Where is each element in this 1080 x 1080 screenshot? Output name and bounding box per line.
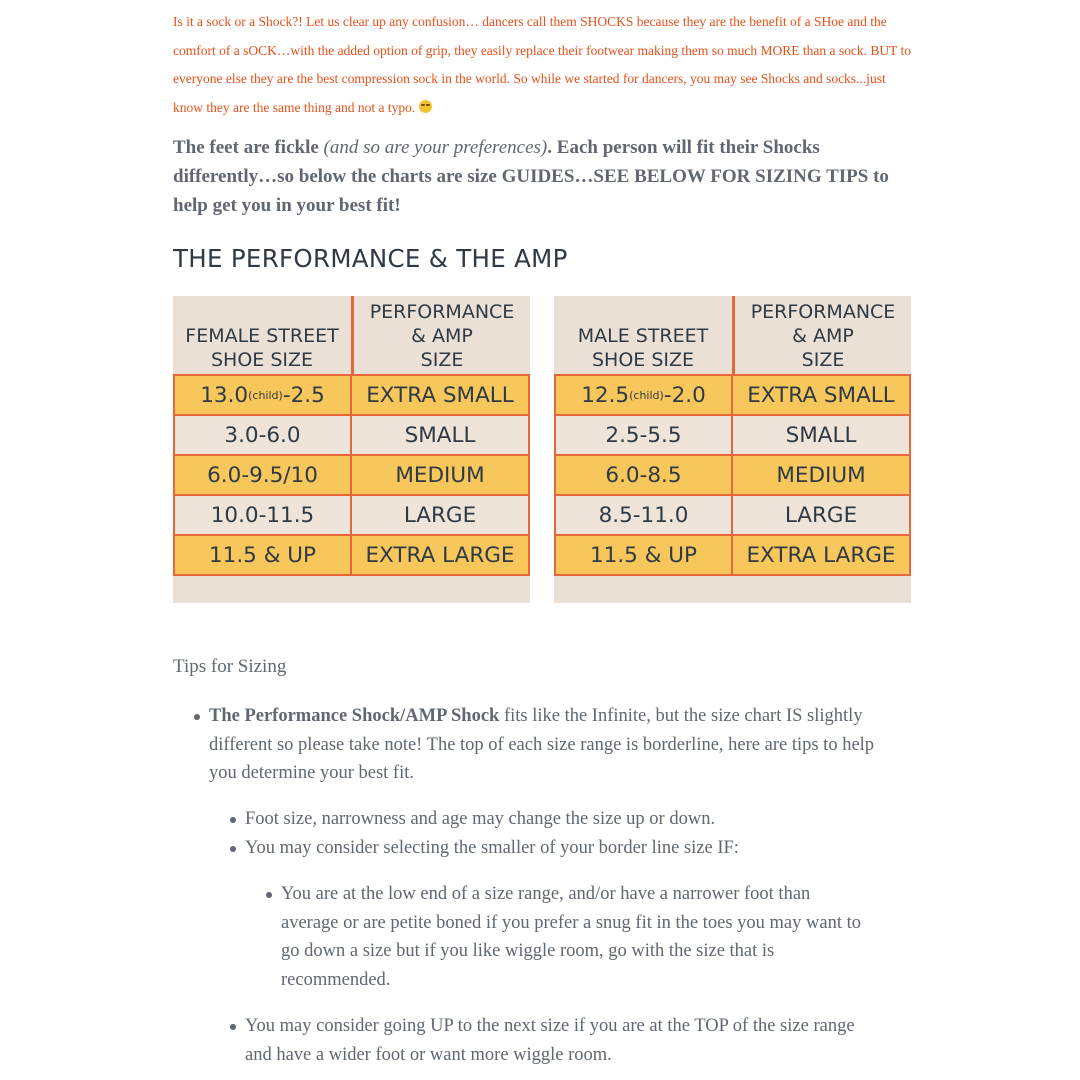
- amp-size-cell: EXTRA LARGE: [731, 536, 909, 574]
- relieved-face-icon: [419, 100, 432, 113]
- lead-part1: The feet are fickle: [173, 137, 324, 158]
- table-row: [173, 374, 530, 414]
- shoe-size-tail: -2.5: [282, 382, 325, 408]
- shoe-size-cell: [556, 376, 731, 414]
- lead-part2: . Each person will fit their Shocks differently…so below the charts are size GUIDES…SEE BELOW FOR SIZING TIPS to help get you in your best fit!: [173, 137, 889, 216]
- amp-size-cell: MEDIUM: [731, 456, 909, 494]
- female-size-rows: [173, 374, 530, 576]
- tips-sub-sub-list: [281, 880, 871, 994]
- header-line: SHOE SIZE: [591, 349, 695, 371]
- section-title: THE PERFORMANCE & THE AMP: [173, 244, 568, 273]
- shoe-size-cell: [175, 376, 350, 414]
- table-row: [554, 494, 911, 534]
- shoe-size-cell: 11.5 & UP: [589, 542, 697, 568]
- table-row: [554, 534, 911, 576]
- list-item: Foot size, narrowness and age may change the size up or down.: [245, 805, 885, 834]
- header-line: PERFORMANCE: [369, 301, 515, 323]
- male-amp-size-header: [732, 296, 911, 374]
- amp-size-cell: SMALL: [731, 416, 909, 454]
- table-row: [173, 454, 530, 494]
- table-row: [173, 414, 530, 454]
- shoe-size-cell: 11.5 & UP: [208, 542, 316, 568]
- shoe-size-cell: 6.0-8.5: [605, 462, 682, 488]
- header-line: PERFORMANCE: [750, 301, 896, 323]
- male-size-rows: [554, 374, 911, 576]
- tip-text: fits like the Infinite, but the size chart IS slightly different so please take note! The top of each size range is borderline, here are tips to help you determine your best fit.: [209, 706, 875, 783]
- shoe-size-tail: -2.0: [663, 382, 706, 408]
- tips-list: [209, 702, 899, 788]
- header-line: MALE STREET: [577, 325, 709, 347]
- tips-sub-list-2: [245, 1012, 885, 1069]
- list-item: You are at the low end of a size range, and/or have a narrower foot than average or are petite boned if you prefer a snug fit in the toes you may want to go down a size but if you like wiggle room, go with the size that is recommended.: [281, 880, 871, 994]
- male-size-chart: [554, 296, 911, 603]
- shoe-size-cell: 6.0-9.5/10: [207, 462, 318, 488]
- amp-size-cell: LARGE: [350, 496, 528, 534]
- amp-size-cell: EXTRA LARGE: [350, 536, 528, 574]
- header-line: SHOE SIZE: [210, 349, 314, 371]
- table-row: [173, 534, 530, 576]
- header-line: SIZE: [420, 349, 464, 371]
- lead-paragraph: [173, 133, 918, 220]
- amp-size-cell: EXTRA SMALL: [731, 376, 909, 414]
- intro-text: Is it a sock or a Shock?! Let us clear up any confusion… dancers call them SHOCKS because they are the benefit of a SHoe and the comfort of a sOCK…with the added option of grip, they easily replace their footwear making them so much MORE than a sock. BUT to everyone else they are the best compression sock in the world. So while we started for dancers, you may see Shocks and socks...just know they are the same thing and not a typo.: [173, 14, 911, 116]
- amp-size-cell: SMALL: [350, 416, 528, 454]
- female-amp-size-header: [351, 296, 530, 374]
- tip-bold-lead: The Performance Shock/AMP Shock: [209, 706, 500, 726]
- lead-italic: (and so are your preferences): [323, 137, 548, 158]
- amp-size-cell: EXTRA SMALL: [350, 376, 528, 414]
- shoe-size-cell: 8.5-11.0: [598, 502, 689, 528]
- male-shoe-size-header: [554, 296, 732, 374]
- tips-sub-list: [245, 805, 885, 862]
- header-line: & AMP: [792, 325, 854, 347]
- shoe-size-cell: 3.0-6.0: [224, 422, 301, 448]
- list-item: You may consider selecting the smaller of your border line size IF:: [245, 834, 885, 863]
- header-line: SIZE: [801, 349, 845, 371]
- list-item: You may consider going UP to the next size if you are at the TOP of the size range and have a wider foot or want more wiggle room.: [245, 1012, 885, 1069]
- intro-paragraph: [173, 8, 918, 123]
- shoe-size-main: 12.5: [581, 382, 630, 408]
- header-line: & AMP: [411, 325, 473, 347]
- table-row: [173, 494, 530, 534]
- shoe-size-main: 13.0: [200, 382, 249, 408]
- tips-title: Tips for Sizing: [173, 656, 287, 677]
- child-note: (child): [629, 388, 664, 402]
- table-row: [554, 454, 911, 494]
- table-row: [554, 414, 911, 454]
- female-size-chart: [173, 296, 530, 603]
- child-note: (child): [248, 388, 283, 402]
- shoe-size-cell: 10.0-11.5: [210, 502, 315, 528]
- shoe-size-cell: 2.5-5.5: [605, 422, 682, 448]
- female-shoe-size-header: [173, 296, 351, 374]
- amp-size-cell: LARGE: [731, 496, 909, 534]
- amp-size-cell: MEDIUM: [350, 456, 528, 494]
- table-row: [554, 374, 911, 414]
- list-item: [209, 702, 899, 788]
- header-line: FEMALE STREET: [185, 325, 339, 347]
